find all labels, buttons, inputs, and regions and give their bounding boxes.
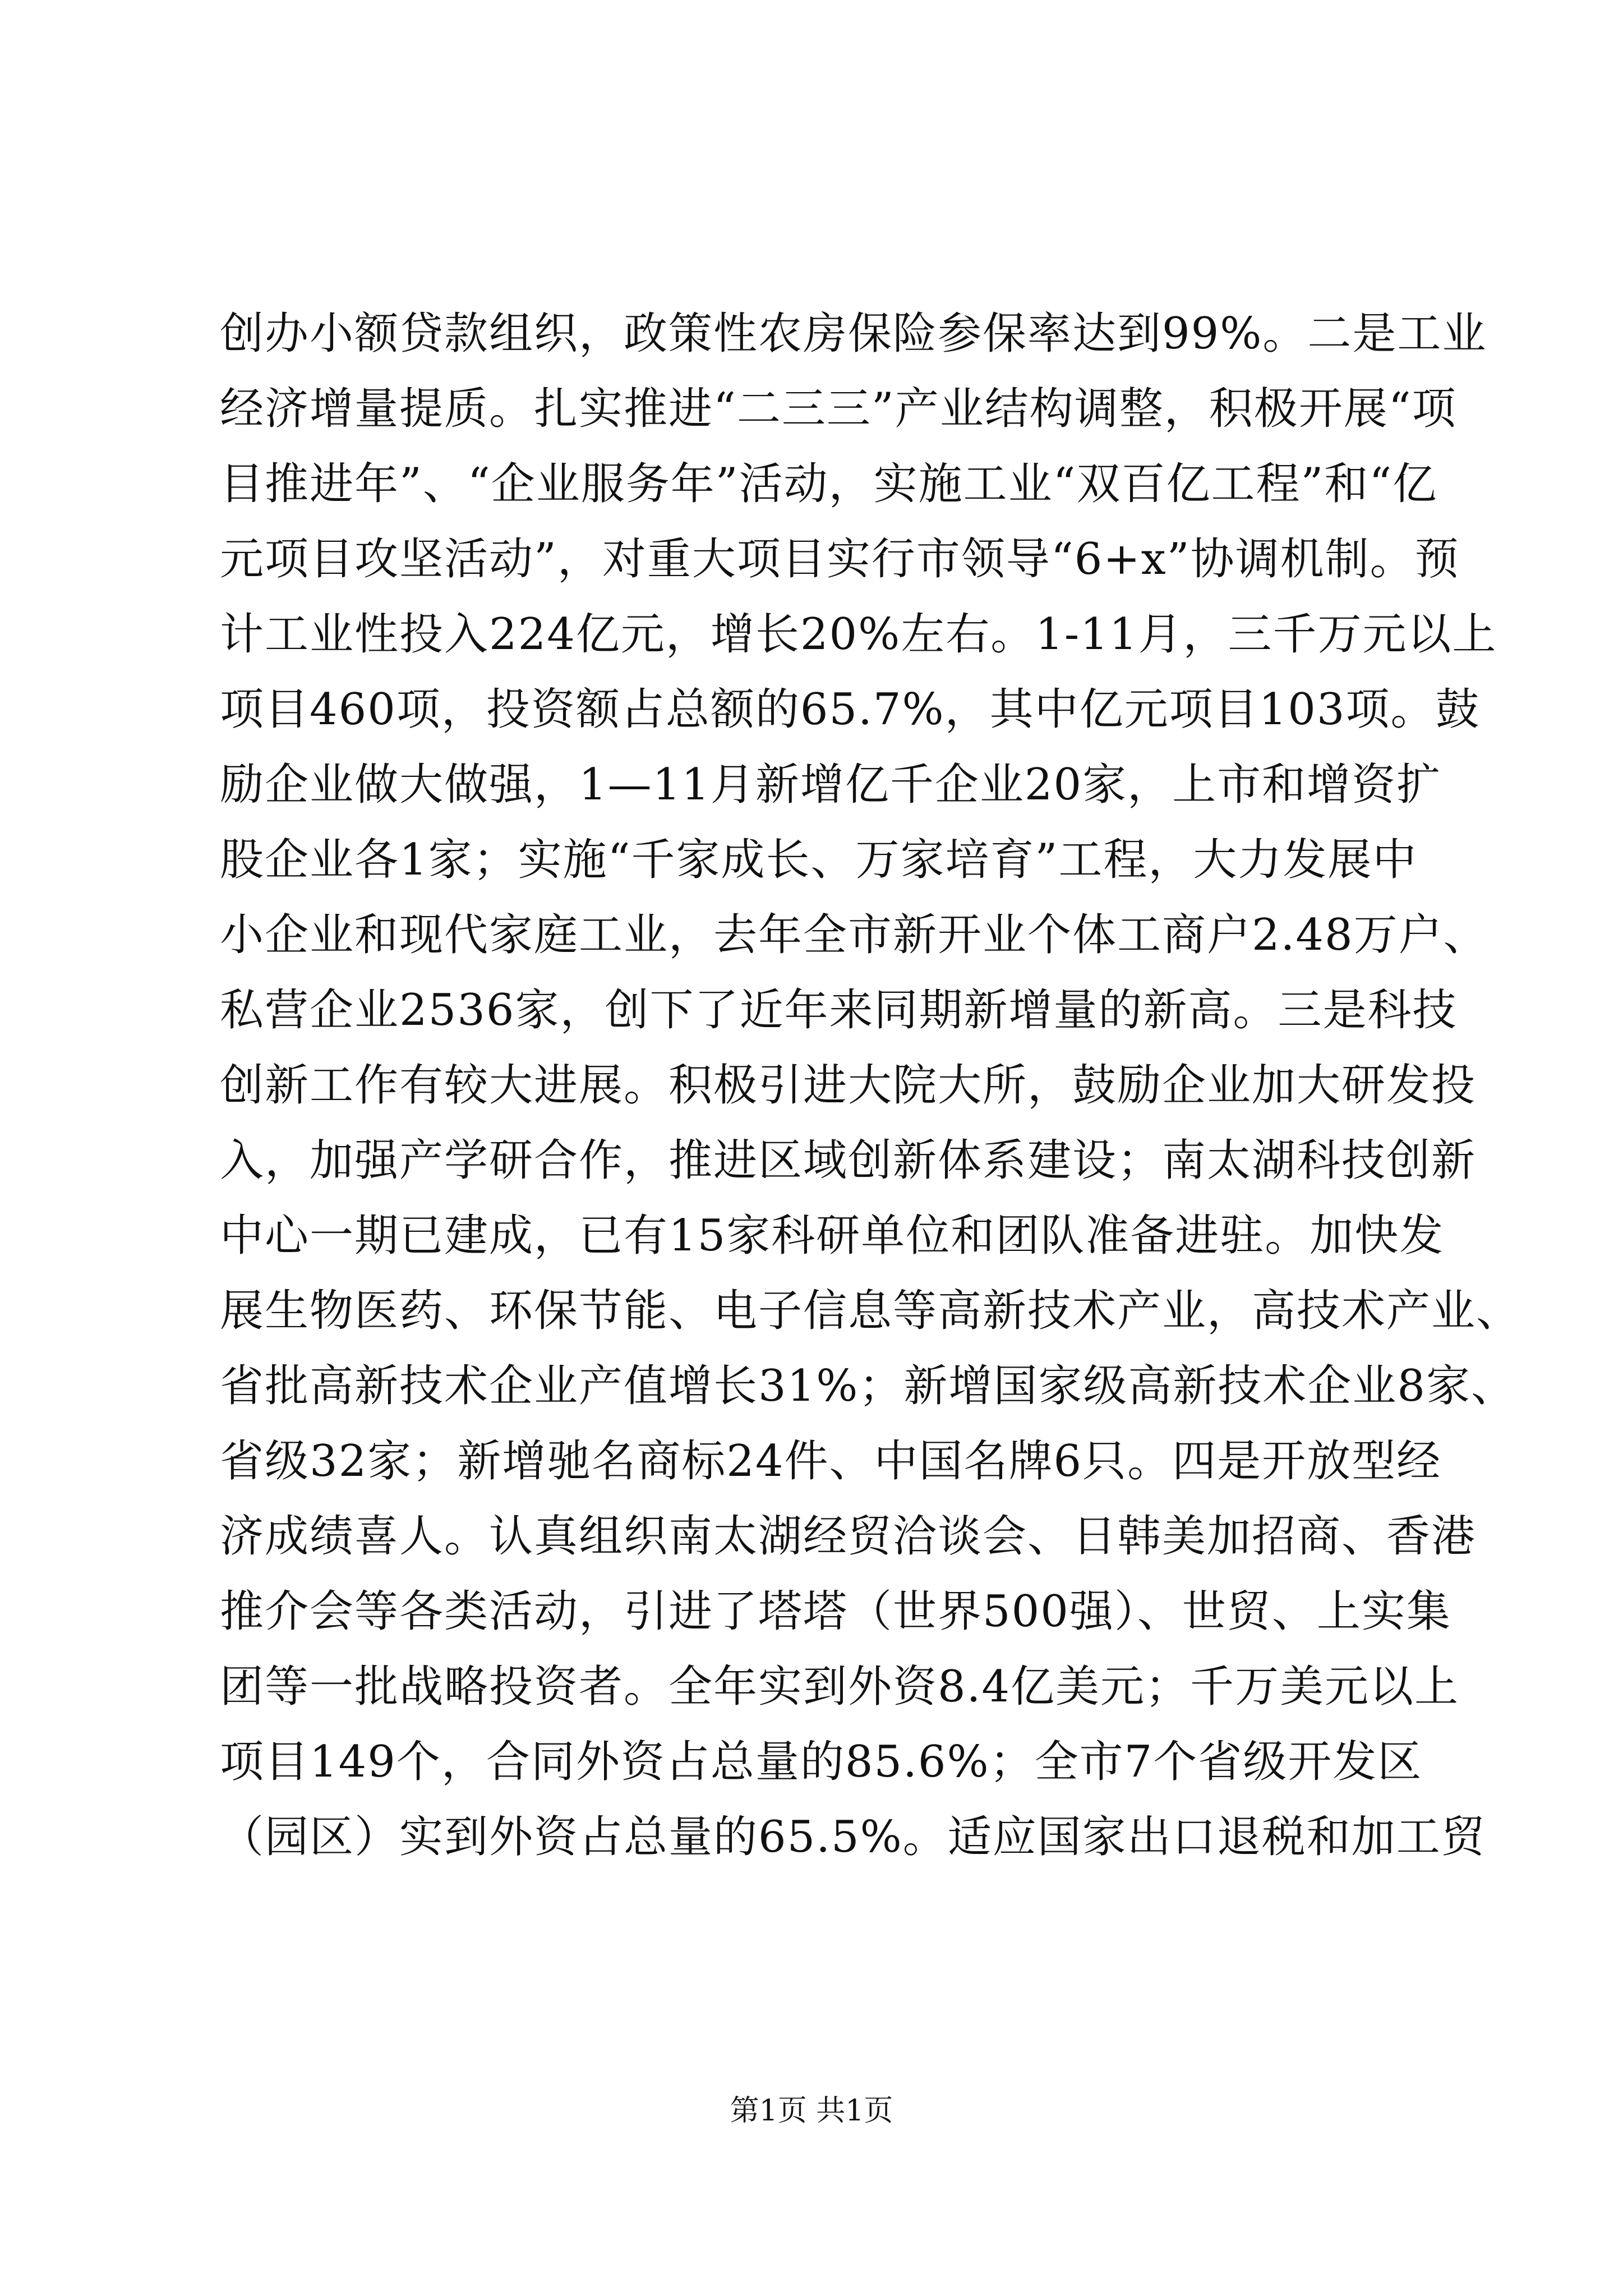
text-line: 私营企业2536家，创下了近年来同期新增量的新高。三是科技 <box>220 985 1458 1036</box>
text-line: 创新工作有较大进展。积极引进大院大所，鼓励企业加大研发投 <box>220 1060 1477 1111</box>
text-line: 股企业各1家；实施“千家成长、万家培育”工程，大力发展中 <box>220 835 1418 885</box>
text-line: 项目460项，投资额占总额的65.7%，其中亿元项目103项。鼓 <box>220 684 1481 735</box>
text-line: 经济增量提质。扎实推进“二三三”产业结构调整，积极开展“项 <box>220 384 1457 434</box>
text-line: 济成绩喜人。认真组织南太湖经贸洽谈会、日韩美加招商、香港 <box>220 1511 1477 1562</box>
text-line: 省级32家；新增驰名商标24件、中国名牌6只。四是开放型经 <box>220 1436 1442 1487</box>
text-line: 中心一期已建成，已有15家科研单位和团队准备进驻。加快发 <box>220 1211 1445 1261</box>
page-footer <box>0 2091 1623 2131</box>
text-line: 入，加强产学研合作，推进区域创新体系建设；南太湖科技创新 <box>220 1135 1477 1186</box>
text-line: 团等一批战略投资者。全年实到外资8.4亿美元；千万美元以上 <box>220 1662 1460 1712</box>
text-line: 创办小额贷款组织，政策性农房保险参保率达到99%。二是工业 <box>220 309 1487 359</box>
text-line: 目推进年”、“企业服务年”活动，实施工业“双百亿工程”和“亿 <box>220 459 1438 509</box>
body-paragraph <box>220 296 1521 1875</box>
text-line: 元项目攻坚活动”，对重大项目实行市领导“6+x”协调机制。预 <box>220 534 1460 585</box>
text-line: 展生物医药、环保节能、电子信息等高新技术产业，高技术产业、 <box>220 1286 1521 1336</box>
text-line: （园区）实到外资占总量的65.5%。适应国家出口退税和加工贸 <box>220 1812 1486 1862</box>
text-line: 省批高新技术企业产值增长31%；新增国家级高新技术企业8家、 <box>220 1361 1516 1411</box>
text-line: 推介会等各类活动，引进了塔塔（世界500强）、世贸、上实集 <box>220 1586 1451 1637</box>
page-number-label: 第1页 共1页 <box>730 2094 893 2128</box>
text-line: 小企业和现代家庭工业，去年全市新开业个体工商户2.48万户、 <box>220 910 1488 960</box>
text-line: 项目149个，合同外资占总量的85.6%；全市7个省级开发区 <box>220 1737 1423 1787</box>
text-line: 计工业性投入224亿元，增长20%左右。1-11月，三千万元以上 <box>220 609 1497 660</box>
text-line: 励企业做大做强，1—11月新增亿千企业20家，上市和增资扩 <box>220 760 1442 810</box>
